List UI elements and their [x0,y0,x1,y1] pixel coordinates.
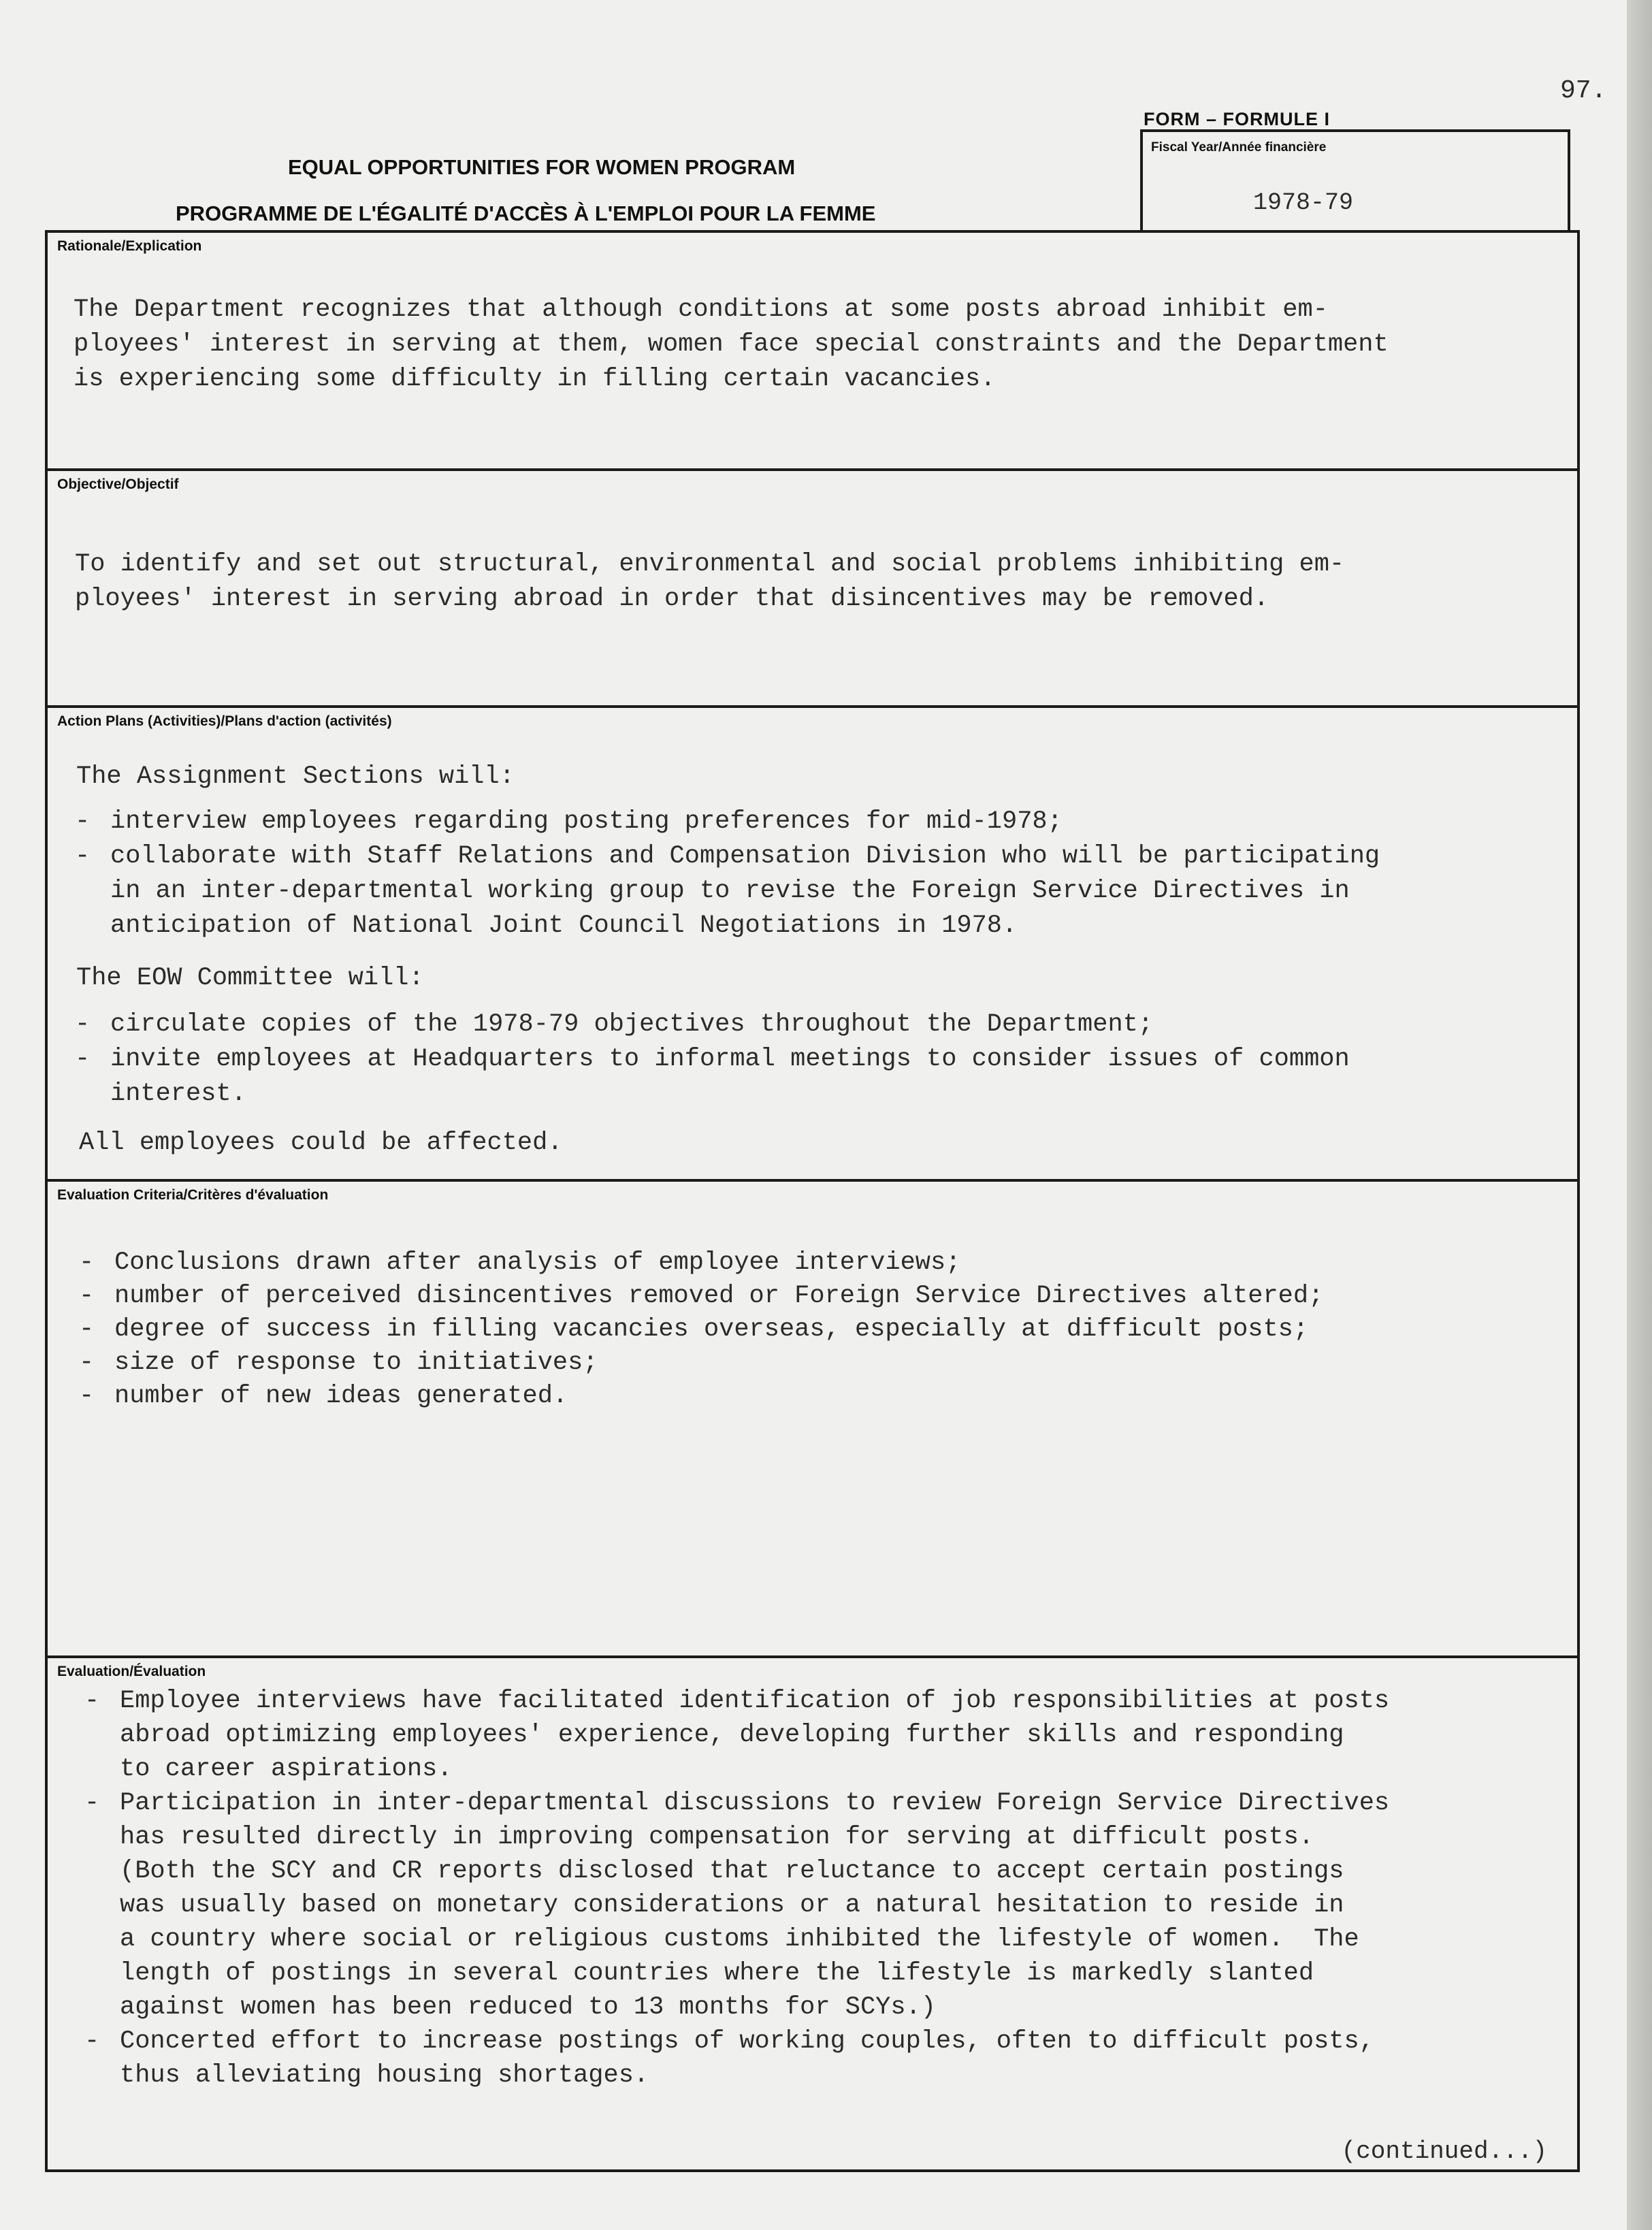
list-item-continuation: thus alleviating housing shortages. [120,2061,649,2090]
list-item: - degree of success in filling vacancies overseas, especially at difficult posts; [79,1312,200,1451]
list-item-text: interview employees regarding posting preferences for mid-1978; [110,807,1063,836]
list-item: - circulate copies of the 1978-79 objectives throughout the Department; [75,1007,196,1146]
action-plans-closing: All employees could be affected. [79,1129,563,1157]
list-item: - invite employees at Headquarters to informal meetings to consider issues of common [75,1042,196,1181]
rationale-line: The Department recognizes that although conditions at some posts abroad inhibit em- [74,295,1328,324]
list-item-text: Participation in inter-departmental discussions to review Foreign Service Directives [120,1789,1390,1817]
objective-section [48,471,1577,708]
fiscal-year-box [1140,129,1570,233]
fiscal-year-label: Fiscal Year/Année financière [1151,140,1327,155]
list-item-continuation: abroad optimizing employees' experience, developing further skills and responding [120,1721,1344,1749]
rationale-line: is experiencing some difficulty in filling certain vacancies. [74,365,996,393]
list-item-continuation: anticipation of National Joint Council Negotiations in 1978. [110,911,1018,940]
evaluation-criteria-section [48,1182,1577,1658]
objective-line: ployees' interest in serving abroad in order that disincentives may be removed. [75,585,1269,613]
list-item-continuation: has resulted directly in improving compensation for serving at difficult posts. [120,1823,1314,1852]
rationale-line: ployees' interest in serving at them, women face special constraints and the Department [74,330,1389,359]
list-item: - Participation in inter-departmental discussions to review Foreign Service Directives [84,1786,206,1925]
list-item-continuation: in an inter-departmental working group to revise the Foreign Service Directives in [110,877,1350,905]
action-plans-section [48,708,1577,1182]
list-item: - collaborate with Staff Relations and Compensation Division who will be participating [75,839,196,978]
list-item-continuation: (Both the SCY and CR reports disclosed that reluctance to accept certain postings [120,1857,1344,1886]
program-title-french: PROGRAMME DE L'ÉGALITÉ D'ACCÈS À L'EMPLOI POUR LA FEMME [176,201,876,225]
list-item-continuation: to career aspirations. [120,1755,453,1783]
list-item-text: Concerted effort to increase postings of working couples, often to difficult posts, [120,2027,1374,2056]
list-item-text: collaborate with Staff Relations and Compensation Division who will be participating [110,842,1380,871]
objective-line: To identify and set out structural, environmental and social problems inhibiting em- [75,550,1345,579]
list-item: - Conclusions drawn after analysis of employee interviews; [79,1246,200,1385]
list-item-text: size of response to initiatives; [114,1348,598,1377]
list-item: - Employee interviews have facilitated identification of job responsibilities at posts [84,1684,206,1823]
page-edge [1627,0,1652,2230]
list-item: - Concerted effort to increase postings of working couples, often to difficult posts, [84,2024,206,2163]
list-item: - number of perceived disincentives removed or Foreign Service Directives altered; [79,1279,200,1418]
program-title-english: EQUAL OPPORTUNITIES FOR WOMEN PROGRAM [288,155,796,179]
list-item-text: degree of success in filling vacancies overseas, especially at difficult posts; [114,1315,1309,1344]
objective-label: Objective/Objectif [57,476,179,492]
list-item-continuation: was usually based on monetary considerations or a natural hesitation to reside in [120,1891,1344,1920]
list-item-text: invite employees at Headquarters to informal meetings to consider issues of common [110,1045,1350,1073]
page-number: 97. [1560,76,1607,106]
list-item-text: Conclusions drawn after analysis of employee interviews; [114,1248,961,1277]
list-item-continuation: length of postings in several countries where the lifestyle is markedly slanted [120,1959,1314,1988]
list-item: - number of new ideas generated. [79,1379,200,1518]
list-item-continuation: against women has been reduced to 13 months for SCYs.) [120,1993,936,2022]
list-item-continuation: interest. [110,1080,246,1108]
rationale-label: Rationale/Explication [57,238,202,254]
list-item-text: Employee interviews have facilitated identification of job responsibilities at posts [120,1687,1390,1715]
action-plans-label: Action Plans (Activities)/Plans d'action (activités) [57,713,392,729]
eow-intro: The EOW Committee will: [76,964,424,992]
list-item-text: number of new ideas generated. [114,1382,568,1410]
form-body [45,230,1580,2172]
list-item-text: number of perceived disincentives removed or Foreign Service Directives altered; [114,1282,1324,1310]
rationale-section [48,233,1577,471]
list-item: - size of response to initiatives; [79,1346,200,1485]
fiscal-year-value: 1978-79 [1253,189,1354,216]
continued-note: (continued...) [1341,2137,1547,2165]
assignment-intro: The Assignment Sections will: [76,762,515,791]
list-item-text: circulate copies of the 1978-79 objectives throughout the Department; [110,1010,1154,1039]
form-label: FORM – FORMULE I [1144,109,1330,129]
evaluation-criteria-label: Evaluation Criteria/Critères d'évaluation [57,1187,329,1203]
list-item-continuation: a country where social or religious customs inhibited the lifestyle of women. The [120,1925,1359,1954]
evaluation-label: Evaluation/Évaluation [57,1664,206,1679]
list-item: - interview employees regarding posting preferences for mid-1978; [75,805,196,943]
evaluation-section [48,1658,1577,2169]
